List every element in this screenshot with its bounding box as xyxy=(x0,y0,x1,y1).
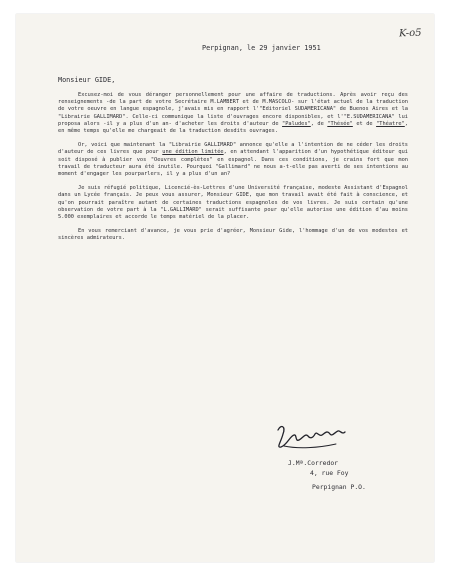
handwritten-signature xyxy=(272,422,352,452)
signer-address: 4, rue Foy xyxy=(310,469,349,477)
signer-city: Perpignan P.O. xyxy=(312,483,366,491)
paragraph-2-start: Or, voici que maintenant la "Librairie GALLIMARD" annonce qu'elle a l'intention de ne céder les droits d'auteur de ces livres que pour xyxy=(58,142,408,156)
paragraph-1 xyxy=(58,92,408,135)
archive-reference: K-o5 xyxy=(399,27,423,40)
signer-name: J.Mª.Corredor xyxy=(288,459,339,467)
letter-date: Perpignan, le 29 janvier 1951 xyxy=(202,44,321,52)
paragraph-3: Je suis réfugié politique, Licencié-ès-Lettres d'une Université française, modeste Assistant d'Espagnol dans un Lycée français. Je peux vous assurer, Monsieur GIDE, que mon travail avait été fait à conscience, et qu'on pourrait paraître autant de certaines traductions espagnoles de vos livres. Je suis certain qu'une observation de votre part à la "L.GALLIMARD" serait suffisante pour qu'elle autorise une édition d'au moins 5.000 exemplaires et accorde le temps matériel de la placer. xyxy=(58,185,408,221)
work-title-theatre: "Théatre" xyxy=(376,120,405,127)
paragraph-1-text: Excusez-moi de vous déranger personnellement pour une affaire de traductions. Après avoir reçu des renseignements -de la part de votre Secrétaire M.LAMBERT et de M.MASCOLO- sur l'état actuel de la traduction de votre oeuvre en langue espagnole, j'avais mis en rapport l'"Editoriel SUDAMERICANA" de Buenos Aires et la "Librairie GALLIMARD". Celle-ci communique la liste d'ouvrages encore disponibles, et l'"E.SUDAMERICANA" lui proposa alors -il y a plus d'un an- d'acheter les droits d'auteur de xyxy=(58,92,408,127)
paragraph-2-end: , en attendant l'apparition d'un hypothétique éditeur qui soit disposé à publier vos "Oeuvres complètes" en espagnol. Dans ces conditions, je crains fort que mon travail de traducteur aura été inutile. Pourquoi "Gallimard" ne nous a-t-elle pas averti de ses intentions au moment d'engager les pourparlers, il y a plus d'un an? xyxy=(58,149,408,178)
work-title-paludes: "Paludes" xyxy=(282,120,311,127)
underlined-phrase: une édition limitée xyxy=(162,149,224,156)
paragraph-1-end: , en même temps qu'elle me chargeait de la traduction desdits ouvrages. xyxy=(58,120,408,135)
letter-sheet xyxy=(16,14,434,562)
paragraph-1-connector: , de xyxy=(310,120,328,127)
paragraph-2 xyxy=(58,142,408,178)
letter-body xyxy=(58,92,408,250)
paragraph-1-connector-2: et de xyxy=(352,120,377,127)
paragraph-4: En vous remerciant d'avance, je vous prie d'agréer, Monsieur Gide, l'hommage d'un de vos modestes et sincères admirateurs. xyxy=(58,228,408,242)
signer-block xyxy=(288,458,366,492)
salutation: Monsieur GIDE, xyxy=(58,76,116,84)
work-title-thesee: "Thésée" xyxy=(327,120,353,127)
